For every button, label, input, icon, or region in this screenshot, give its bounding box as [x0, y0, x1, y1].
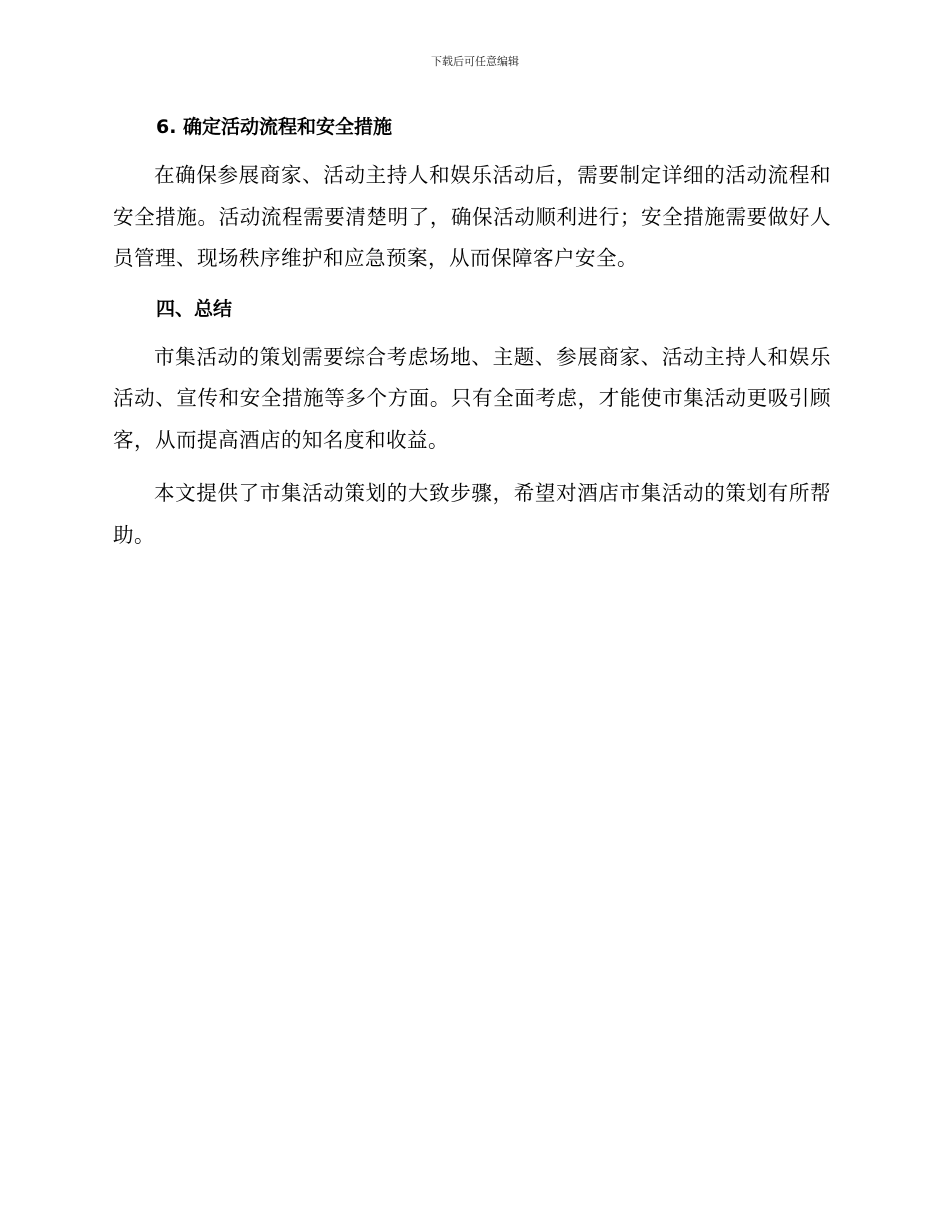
page-header-note: 下载后可任意编辑 — [431, 55, 519, 68]
section-heading-summary: 四、总结 — [156, 297, 233, 320]
section-heading-activity-flow: 6. 确定活动流程和安全措施 — [156, 116, 393, 138]
paragraph-summary-1: 市集活动的策划需要综合考虑场地、主题、参展商家、活动主持人和娱乐活动、宣传和安全措施等多个方面。只有全面考虑，才能使市集活动更吸引顾客，从而提高酒店的知名度和收益。 — [113, 344, 831, 452]
document-body — [113, 110, 831, 556]
paragraph-activity-flow: 在确保参展商家、活动主持人和娱乐活动后，需要制定详细的活动流程和安全措施。活动流程需要清楚明了，确保活动顺利进行；安全措施需要做好人员管理、现场秩序维护和应急预案，从而保障客户安全。 — [113, 163, 831, 270]
paragraph-summary-2: 本文提供了市集活动策划的大致步骤，希望对酒店市集活动的策划有所帮助。 — [113, 481, 831, 547]
